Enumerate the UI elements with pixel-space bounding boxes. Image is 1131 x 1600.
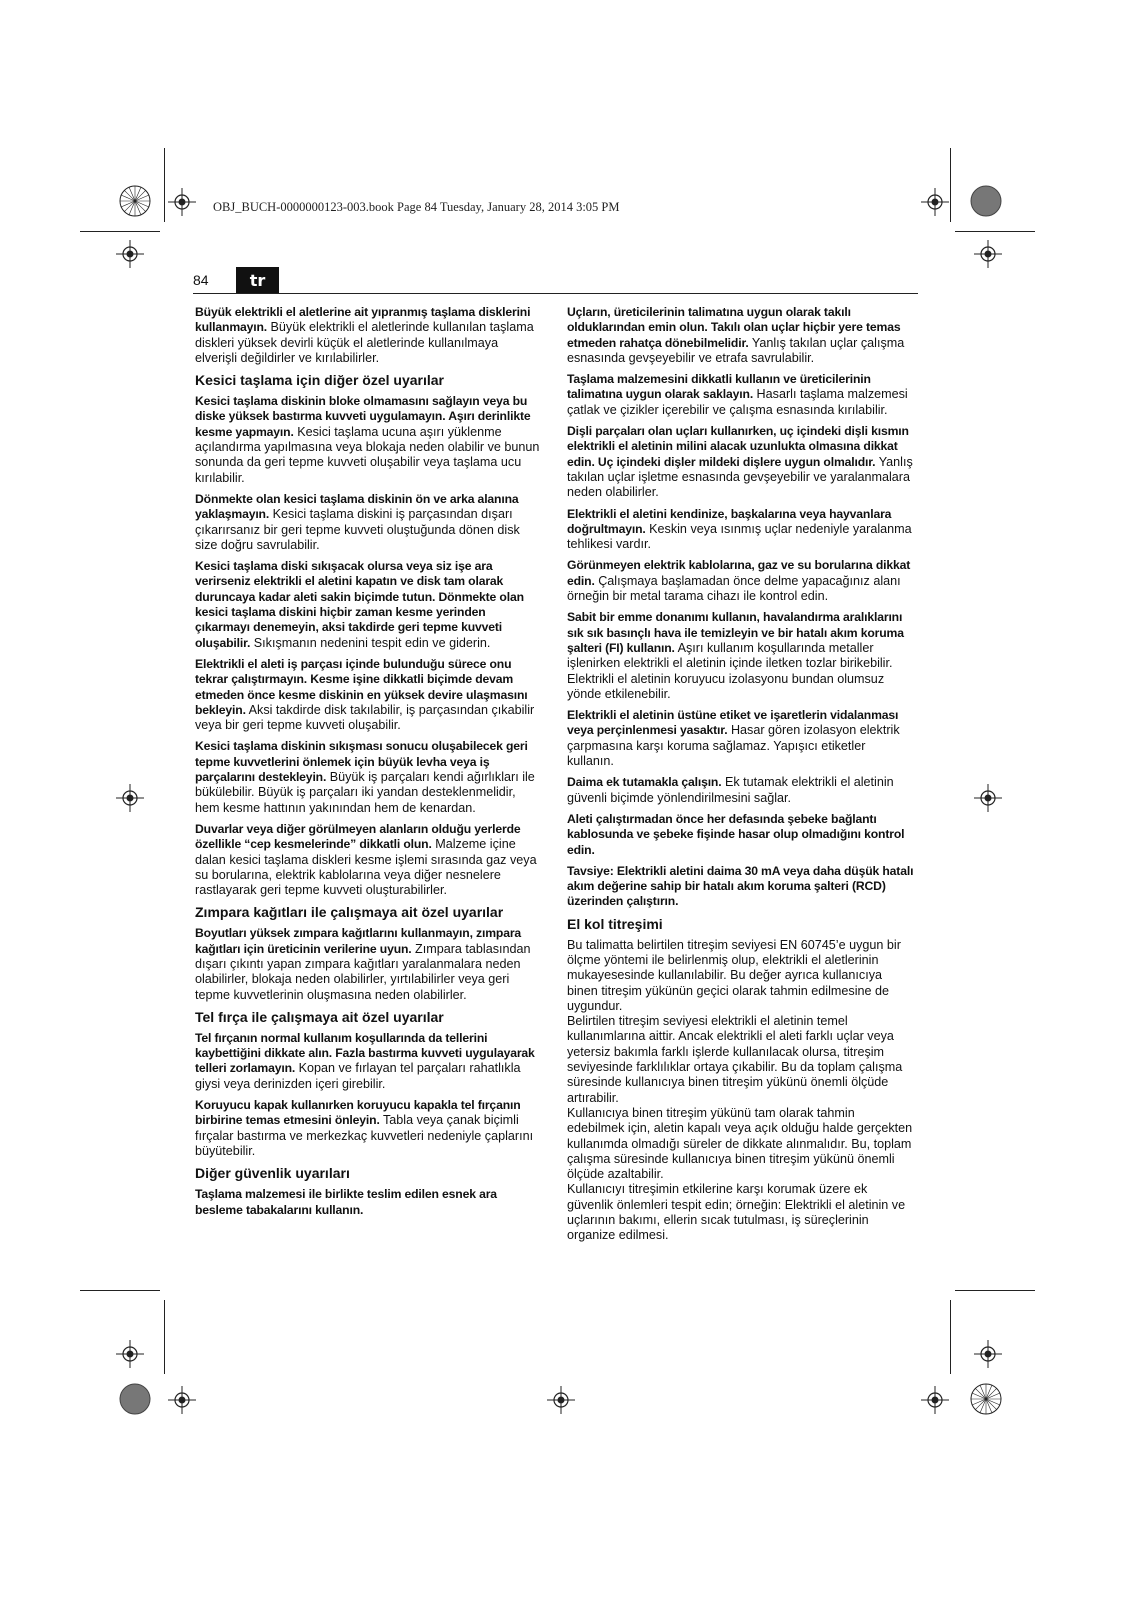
paragraph-text: Hasarlı taşlama malzemesi çatlak ve çizikler içerebilir ve çalışma esnasında kırılabilir. xyxy=(567,387,908,417)
bold-warning: Daima ek tutamakla çalışın. xyxy=(567,775,722,790)
color-dot-icon xyxy=(969,184,1003,218)
paragraph xyxy=(195,926,543,1002)
bold-warning: Dişli parçaları olan uçları kullanırken, uç içindeki dişli kısmın elektrikli el aletinin milini alacak uzunlukta olmasına dikkat edin. Uç içindeki dişler mildeki dişlere uygun olmalıdır. xyxy=(567,424,909,469)
paragraph-text: Kullanıcıya binen titreşim yükünü tam olarak tahmin edebilmek için, aletin kapalı veya açık olduğu halde gerçekten kullanımda olmadığı süreler de dikkate alınmalıdır. Bu, toplam çalışma süresinde kullanıcıya binen titreşim yükünü önemli ölçüde azaltabilir. xyxy=(567,1105,913,1182)
left-column xyxy=(195,305,543,1224)
paragraph-text: Sıkışmanın nedenini tespit edin ve giderin. xyxy=(250,635,491,650)
paragraph xyxy=(567,1106,915,1182)
paragraph xyxy=(567,372,915,418)
bold-warning: Uçların, üreticilerinin talimatına uygun olarak takılı olduklarından emin olun. Takılı olan uçlar hiçbir yere temas etmeden rahatça dönebilmelidir. xyxy=(567,305,901,350)
paragraph-text: Ek tutamak elektrikli el aletinin güvenli biçimde yönlendirilmesini sağlar. xyxy=(567,775,894,805)
section-heading: Tel fırça ile çalışmaya ait özel uyarılar xyxy=(195,1008,444,1025)
crop-mark xyxy=(950,1300,951,1374)
crosshair-mark-icon xyxy=(168,1386,196,1414)
paragraph-text: Aksi takdirde disk takılabilir, iş parçasından çıkabilir veya bir geri tepme kuvveti oluşabilir. xyxy=(195,702,535,733)
paragraph xyxy=(567,424,915,500)
paragraph xyxy=(195,559,543,651)
paragraph xyxy=(195,822,543,898)
bold-warning: Aleti çalıştırmadan önce her defasında şebeke bağlantı kablosunda ve şebeke fişinde hasar olup olmadığını kontrol edin. xyxy=(567,811,905,857)
paragraph-text: Aşırı kullanım koşullarında metaller işlenirken elektrikli el aletinin içinde iletken tozlar birikebilir. Elektrikli el aletinin koruyucu izolasyonu bundan olumsuz yönde etkilenebilir. xyxy=(567,640,893,701)
paragraph-text: Tabla veya çanak biçimli fırçalar bastırma ve merkezkaç kuvvetleri nedeniyle çaplarını büyütebilir. xyxy=(195,1113,534,1158)
bold-warning: Dönmekte olan kesici taşlama diskinin ön ve arka alanına yaklaşmayın. xyxy=(195,491,519,522)
paragraph xyxy=(567,1182,915,1243)
paragraph xyxy=(567,507,915,553)
paragraph xyxy=(195,739,543,815)
crosshair-mark-icon xyxy=(116,240,144,268)
paragraph xyxy=(195,657,543,733)
paragraph-text: Yanlış takılan uçlar çalışma esnasında gevşeyebilir ve etrafa savrulabilir. xyxy=(567,335,905,365)
section-heading: Kesici taşlama için diğer özel uyarılar xyxy=(195,372,444,389)
crosshair-mark-icon xyxy=(921,188,949,216)
paragraph-text: Kullanıcıyı titreşimin etkilerine karşı korumak üzere ek güvenlik önlemleri tespit edin; örneğin: Elektrikli el aletinin ve uçlarının bakımı, ellerin sıcak tutulması, iş süreçlerinin organize edilmesi. xyxy=(567,1182,906,1243)
crop-mark xyxy=(164,148,165,222)
paragraph xyxy=(195,1031,543,1092)
bold-warning: Tel fırçanın normal kullanım koşullarında da tellerini kaybettiğini dikkate alın. Fazla bastırma kuvveti uygulayarak telleri zorlamayın. xyxy=(195,1030,535,1076)
paragraph-text: Bu talimatta belirtilen titreşim seviyesi EN 60745’e uygun bir ölçme yöntemi ile belirlenmiş olup, elektrikli el aletlerinin mukayesesinde kullanılabilir. Bu değer ayrıca kullanıcıya binen titreşim yükünün geçici olarak tahmin edilmesine de uygundur. xyxy=(567,937,901,1013)
paragraph-text: Büyük iş parçaları kendi ağırlıkları ile bükülebilir. Büyük iş parçaları iki yandan desteklenmelidir, hem kesme hattının yakınından hem de kenardan. xyxy=(195,770,535,815)
section-heading: El kol titreşimi xyxy=(567,915,663,932)
paragraph xyxy=(567,938,915,1014)
page-number: 84 xyxy=(193,272,209,288)
paragraph-text: Belirtilen titreşim seviyesi elektrikli el aletinin temel kullanımlarına aittir. Ancak elektrikli el aleti farklı uçlar veya yetersiz bakımla farklı işlerde kullanılacak olursa, titreşim seviyesinde farklılıklar ortaya çıkabilir. Bu da toplam çalışma süresinde kullanıcıya binen titreşim yükünü önemli ölçüde artırabilir. xyxy=(567,1014,903,1105)
bold-warning: Kesici taşlama diskinin sıkışması sonucu oluşabilecek geri tepme kuvvetlerini önlemek için büyük levha veya iş parçalarını destekleyin. xyxy=(195,739,528,785)
right-column xyxy=(567,305,915,1244)
crosshair-mark-icon xyxy=(921,1386,949,1414)
paragraph xyxy=(567,305,915,366)
paragraph xyxy=(567,558,915,604)
bold-warning: Boyutları yüksek zımpara kağıtlarını kullanmayın, zımpara kağıtları için üreticinin verilerine uyun. xyxy=(195,926,522,956)
crosshair-mark-icon xyxy=(547,1386,575,1414)
paragraph xyxy=(567,708,915,769)
header-rule xyxy=(193,293,918,294)
crosshair-mark-icon xyxy=(168,188,196,216)
crosshair-mark-icon xyxy=(116,1340,144,1368)
crosshair-mark-icon xyxy=(974,240,1002,268)
bold-warning: Elektrikli el aleti iş parçası içinde bulunduğu sürece onu tekrar çalıştırmayın. Kesme işine dikkatli biçimde devam etmeden önce kesme diskinin en yüksek devire ulaşmasını bekleyin. xyxy=(195,656,528,717)
crop-mark xyxy=(80,1290,160,1291)
print-header: OBJ_BUCH-0000000123-003.book Page 84 Tuesday, January 28, 2014 3:05 PM xyxy=(213,200,620,214)
paragraph xyxy=(567,864,915,910)
bold-warning: Taşlama malzemesini dikkatli kullanın ve üreticilerinin talimatına uygun olarak saklayın. xyxy=(567,372,871,402)
bold-warning: Kesici taşlama diskinin bloke olmamasını sağlayın veya bu diske yüksek bastırma kuvveti uygulamayın. Aşırı derinlikte kesme yapmayın. xyxy=(195,394,531,439)
paragraph-text: Malzeme içine dalan kesici taşlama diskleri kesme işlemi sırasında gaz veya su borularına, elektrik kablolarına veya diğer nesnelere rastlayarak geri tepme kuvveti oluşturabilirler. xyxy=(195,837,537,898)
bold-warning: Kesici taşlama diski sıkışacak olursa veya siz işe ara verirseniz elektrikli el aletini kapatın ve disk tam olarak duruncaya kadar aleti sakin biçimde tutun. Dönmekte olan kesici taşlama diskini hiçbir zaman kesme yerinden çıkarmayı denemeyin, aksi takdirde geri tepme kuvveti oluşabilir. xyxy=(195,559,524,650)
crop-mark xyxy=(955,231,1035,232)
bold-warning: Tavsiye: Elektrikli aletini daima 30 mA veya daha düşük hatalı akım değerine sahip bir hatalı akım koruma şalteri (RCD) üzerinden çalıştırın. xyxy=(567,863,914,909)
paragraph xyxy=(195,394,543,486)
section-heading: Diğer güvenlik uyarıları xyxy=(195,1165,350,1182)
crosshair-mark-icon xyxy=(974,1340,1002,1368)
bold-warning: Taşlama malzemesi ile birlikte teslim edilen esnek ara besleme tabakalarını kullanın. xyxy=(195,1187,497,1217)
bold-warning: Koruyucu kapak kullanırken koruyucu kapakla tel fırçanın birbirine temas etmesini önleyin. xyxy=(195,1098,521,1128)
bold-warning: Elektrikli el aletini kendinize, başkalarına veya hayvanlara doğrultmayın. xyxy=(567,506,892,536)
paragraph-text: Keskin veya ısınmış uçlar nedeniyle yaralanma tehlikesi vardır. xyxy=(567,521,912,552)
paragraph xyxy=(195,1098,543,1159)
crosshair-mark-icon xyxy=(974,784,1002,812)
crop-mark xyxy=(80,231,160,232)
crosshair-mark-icon xyxy=(116,784,144,812)
paragraph xyxy=(567,775,915,806)
color-dot-icon xyxy=(118,1382,152,1416)
bold-warning: Sabit bir emme donanımı kullanın, havalandırma aralıklarını sık sık basınçlı hava ile temizleyin ve bir hatalı akım koruma şalteri (FI) kullanın. xyxy=(567,610,904,655)
paragraph xyxy=(195,1187,543,1218)
crop-mark xyxy=(164,1300,165,1374)
bold-warning: Elektrikli el aletinin üstüne etiket ve işaretlerin vidalanması veya perçinlenmesi yasaktır. xyxy=(567,708,899,738)
crop-mark xyxy=(950,148,951,222)
paragraph-text: Kopan ve fırlayan tel parçaları rahatlıkla giysi veya derinizden içeri girebilir. xyxy=(195,1061,521,1091)
paragraph-text: Kesici taşlama ucuna aşırı yüklenme açılandırma yapılmasına veya blokaja neden olabilir ve bunun sonunda da geri tepme kuvveti oluşabilir veya taşlama ucu kırılabilir. xyxy=(195,424,540,485)
paragraph xyxy=(567,610,915,702)
paragraph-text: Kesici taşlama diskini iş parçasından dışarı çıkarırsanız bir geri tepme kuvveti oluştuğunda dönen disk size doğru savrulabilir. xyxy=(195,507,520,552)
paragraph xyxy=(567,1014,915,1106)
paragraph-text: Zımpara tablasından dışarı çıkıntı yapan zımpara kağıtları yaralanmalara neden olabilirler, blokaja neden olabilirler, yırtılabilirler veya geri tepme kuvvetlerinin oluşmasına neden olabilirler. xyxy=(195,941,531,1002)
crop-mark xyxy=(955,1290,1035,1291)
paragraph-text: Çalışmaya başlamadan önce delme yapacağınız alanı örneğin bir metal tarama cihazı ile kontrol edin. xyxy=(567,573,901,604)
registration-mark-icon xyxy=(118,184,152,218)
paragraph xyxy=(567,812,915,858)
paragraph-text: Yanlış takılan uçlar işletme esnasında gevşeyebilir ve yaralanmalara neden olabilirler. xyxy=(567,454,913,500)
bold-warning: Görünmeyen elektrik kablolarına, gaz ve su borularına dikkat edin. xyxy=(567,558,911,588)
bold-warning: Büyük elektrikli el aletlerine ait yıpranmış taşlama disklerini kullanmayın. xyxy=(195,305,531,335)
paragraph-text: Büyük elektrikli el aletlerinde kullanılan taşlama diskleri yüksek devirli küçük el aletlerinde kullanılmaya elverişli değildirler ve kırılabilirler. xyxy=(195,320,534,365)
section-heading: Zımpara kağıtları ile çalışmaya ait özel uyarılar xyxy=(195,904,504,921)
registration-mark-icon xyxy=(969,1382,1003,1416)
language-tab: tr xyxy=(236,267,279,293)
bold-warning: Duvarlar veya diğer görülmeyen alanların olduğu yerlerde özellikle “cep kesmelerinde” dikkatli olun. xyxy=(195,821,521,852)
paragraph xyxy=(195,492,543,553)
paragraph xyxy=(195,305,543,366)
paragraph-text: Hasar gören izolasyon elektrik çarpmasına karşı koruma sağlamaz. Yapışıcı etiketler kullanın. xyxy=(567,723,900,769)
